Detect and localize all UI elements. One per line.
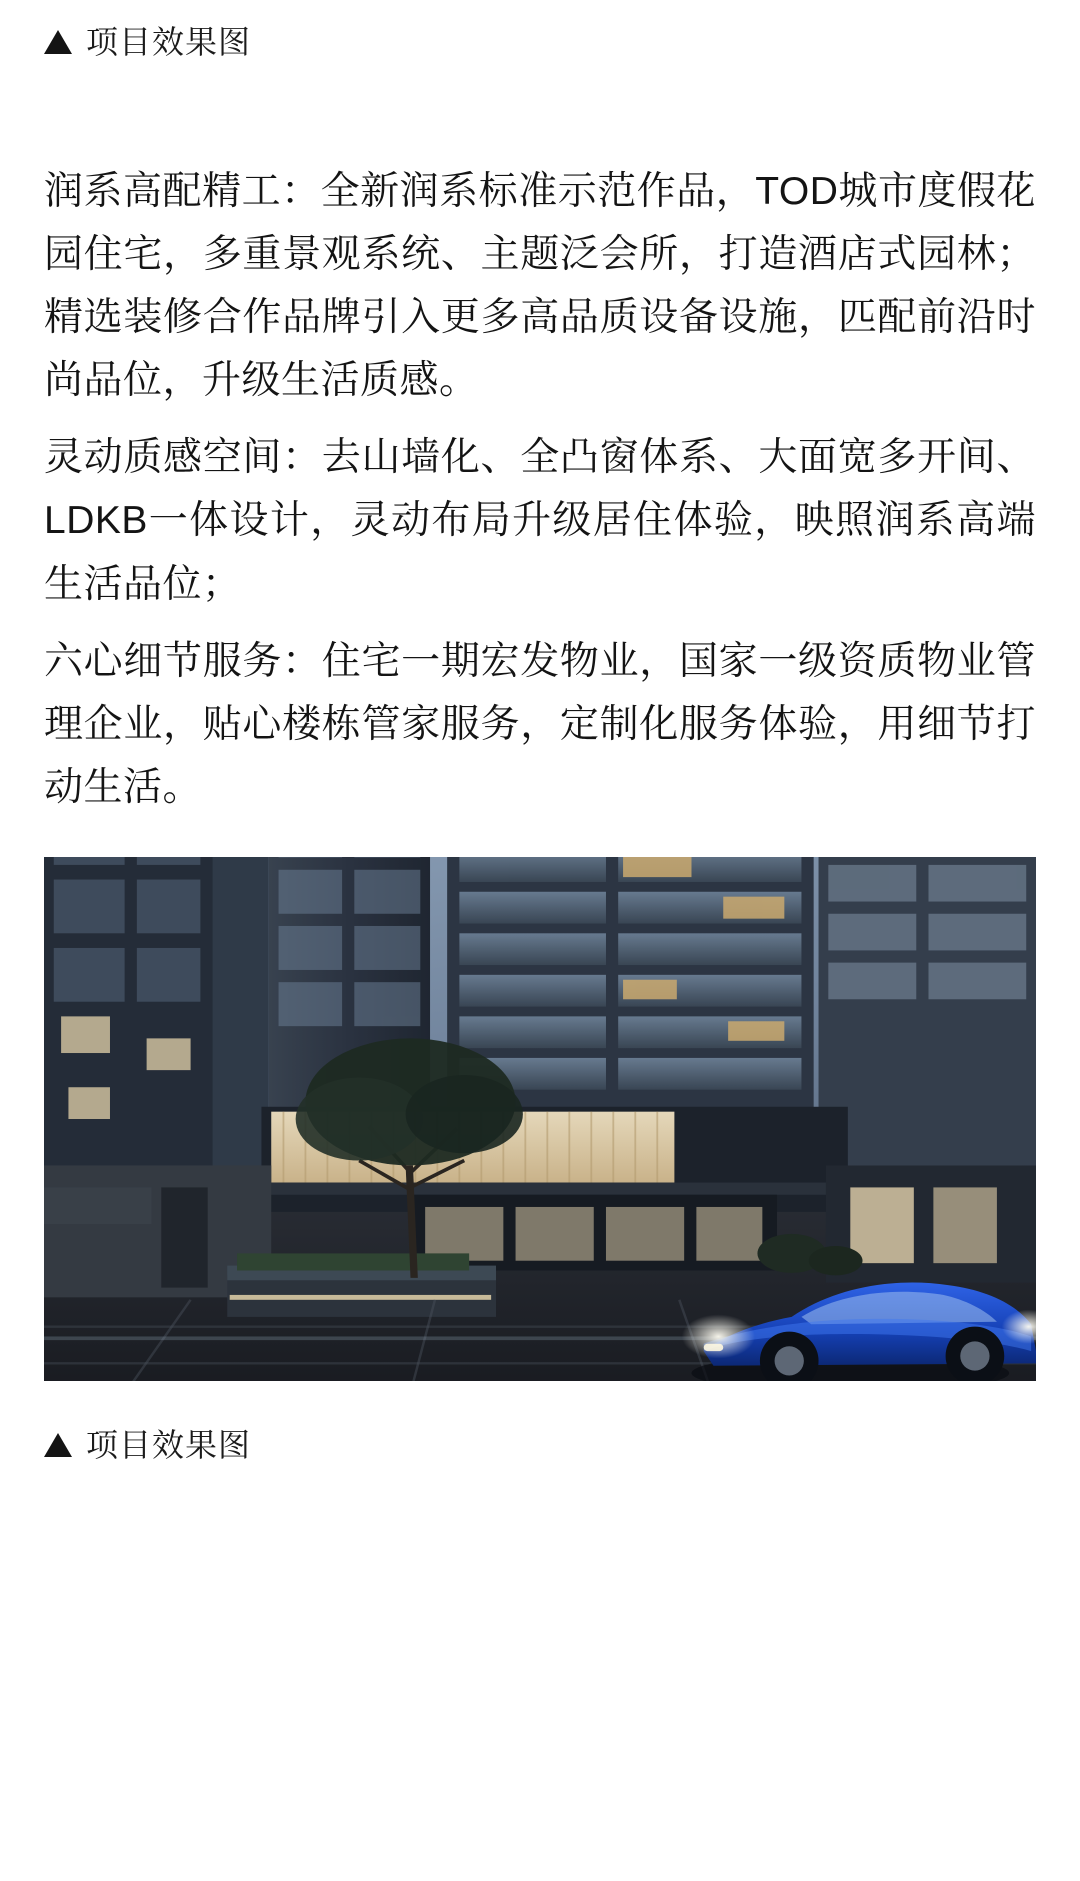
body-text-block: [44, 64, 1036, 820]
caption-bottom: [44, 1381, 1036, 1507]
triangle-marker-icon: [44, 30, 72, 54]
caption-top-text: 项目效果图: [86, 24, 252, 60]
rendering-illustration: [44, 857, 1036, 1381]
paragraph-3: 六心细节服务：住宅一期宏发物业，国家一级资质物业管理企业，贴心楼栋管家服务，定制化服务体验，用细节打动生活。: [44, 639, 1036, 810]
caption-top: [44, 0, 1036, 64]
project-rendering-image: [44, 857, 1036, 1381]
paragraph-1: 润系高配精工：全新润系标准示范作品，TOD城市度假花园住宅，多重景观系统、主题泛会所，打造酒店式园林；精选装修合作品牌引入更多高品质设备设施，匹配前沿时尚品位，升级生活质感。: [44, 169, 1036, 403]
paragraph-2: 灵动质感空间：去山墙化、全凸窗体系、大面宽多开间、LDKB一体设计，灵动布局升级居住体验，映照润系高端生活品位；: [44, 436, 1036, 606]
triangle-marker-icon: [44, 1433, 72, 1457]
caption-bottom-text: 项目效果图: [86, 1427, 252, 1464]
